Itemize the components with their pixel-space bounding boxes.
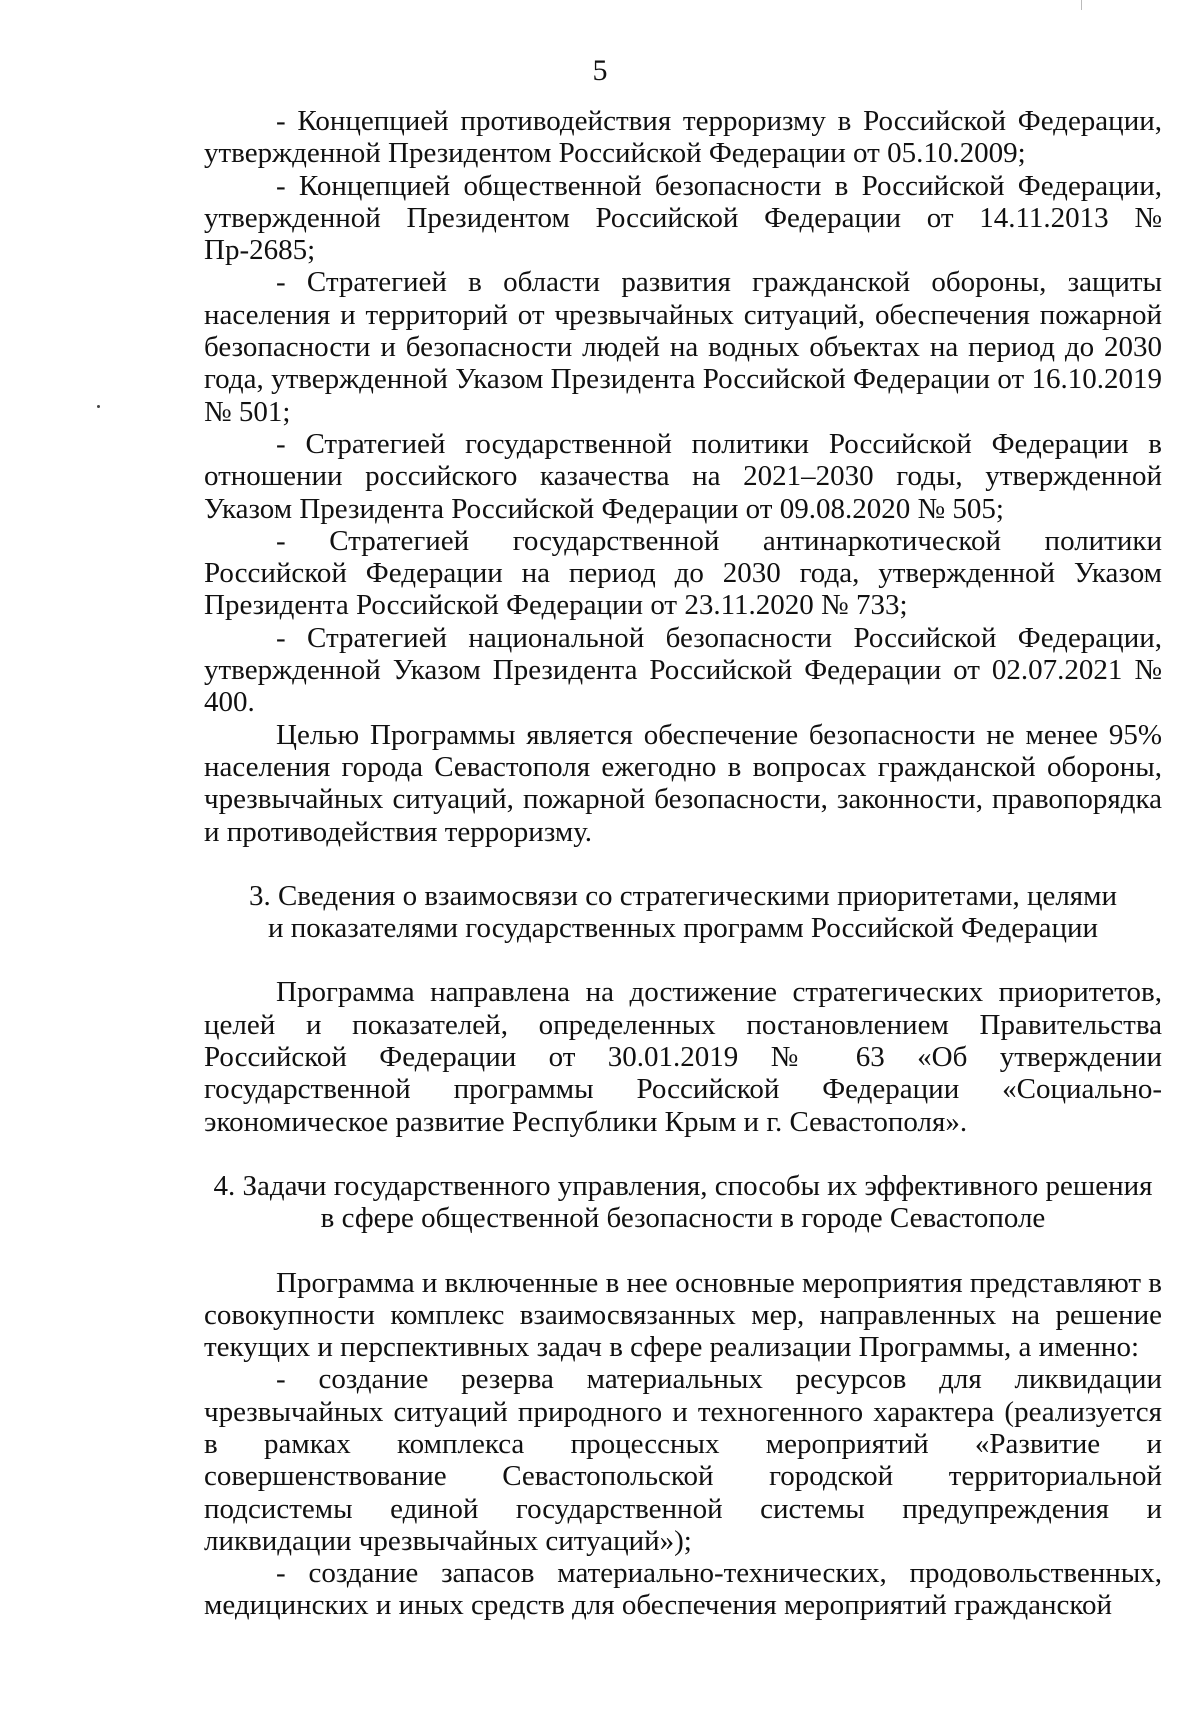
document-body (204, 105, 1162, 1622)
list-item-concept-terrorism: - Концепцией противодействия терроризму в Российской Федерации, утвержденной Президентом Российской Федерации от 05.10.2009; (204, 105, 1162, 170)
list-item-strategy-national-security: - Стратегией национальной безопасности Российской Федерации, утвержденной Указом Президента Российской Федерации от 02.07.2021 № 400. (204, 621, 1162, 719)
section-4-heading-line-1: 4. Задачи государственного управления, способы их эффективного решения (213, 1169, 1153, 1202)
list-item-concept-public-security: - Концепцией общественной безопасности в Российской Федерации, утвержденной Президентом Российской Федерации от 14.11.2013 № Пр-2685; (204, 169, 1162, 267)
section-3-heading-line-2: и показателями государственных программ Российской Федерации (267, 912, 1099, 945)
list-item-strategy-antidrug: - Стратегией государственной антинаркотической политики Российской Федерации на период до 2030 года, утвержденной Указом Президента Российской Федерации от 23.11.2020 № 733; (204, 524, 1162, 622)
section-3-paragraph: Программа направлена на достижение стратегических приоритетов, целей и показателей, определенных постановлением Правительства Российской Федерации от 30.01.2019 № 63 «Об утверждении государственной программы Российской Федерации «Социально-экономическое развитие Республики Крым и г. Севастополя». (204, 976, 1162, 1138)
scan-speck (97, 405, 100, 408)
section-3-heading-line-1: 3. Сведения о взаимосвязи со стратегическими приоритетами, целями (248, 879, 1118, 912)
section-4-heading-line-2: в сфере общественной безопасности в городе Севастополе (320, 1202, 1046, 1235)
section-4-heading (204, 1170, 1162, 1235)
section-3-heading (204, 880, 1162, 945)
program-goal-paragraph: Целью Программы является обеспечение безопасности не менее 95% населения города Севастополя ежегодно в вопросах гражданской обороны, чрезвычайных ситуаций, пожарной безопасности, законности, правопорядка и противодействия терроризму. (204, 718, 1162, 848)
section-4-intro-paragraph: Программа и включенные в нее основные мероприятия представляют в совокупности комплекс взаимосвязанных мер, направленных на решение текущих и перспективных задач в сфере реализации Программы, а именно: (204, 1266, 1162, 1364)
page-number: 5 (592, 54, 608, 87)
list-item-reserve-resources: - создание резерва материальных ресурсов для ликвидации чрезвычайных ситуаций природного и техногенного характера (реализуется в рамках комплекса процессных мероприятий «Развитие и совершенствование Севастопольской городской территориальной подсистемы единой государственной системы предупреждения и ликвидации чрезвычайных ситуаций»); (204, 1363, 1162, 1557)
scan-edge-mark (1081, 0, 1082, 10)
list-item-strategy-civil-defense: - Стратегией в области развития гражданской обороны, защиты населения и территорий от чрезвычайных ситуаций, обеспечения пожарной безопасности и безопасности людей на водных объектах на период до 2030 года, утвержденной Указом Президента Российской Федерации от 16.10.2019 № 501; (204, 266, 1162, 428)
list-item-stocks-civil-defense: - создание запасов материально-технических, продовольственных, медицинских и иных средств для обеспечения мероприятий гражданской (204, 1557, 1162, 1622)
list-item-strategy-cossacks: - Стратегией государственной политики Российской Федерации в отношении российского казачества на 2021–2030 годы, утвержденной Указом Президента Российской Федерации от 09.08.2020 № 505; (204, 427, 1162, 525)
